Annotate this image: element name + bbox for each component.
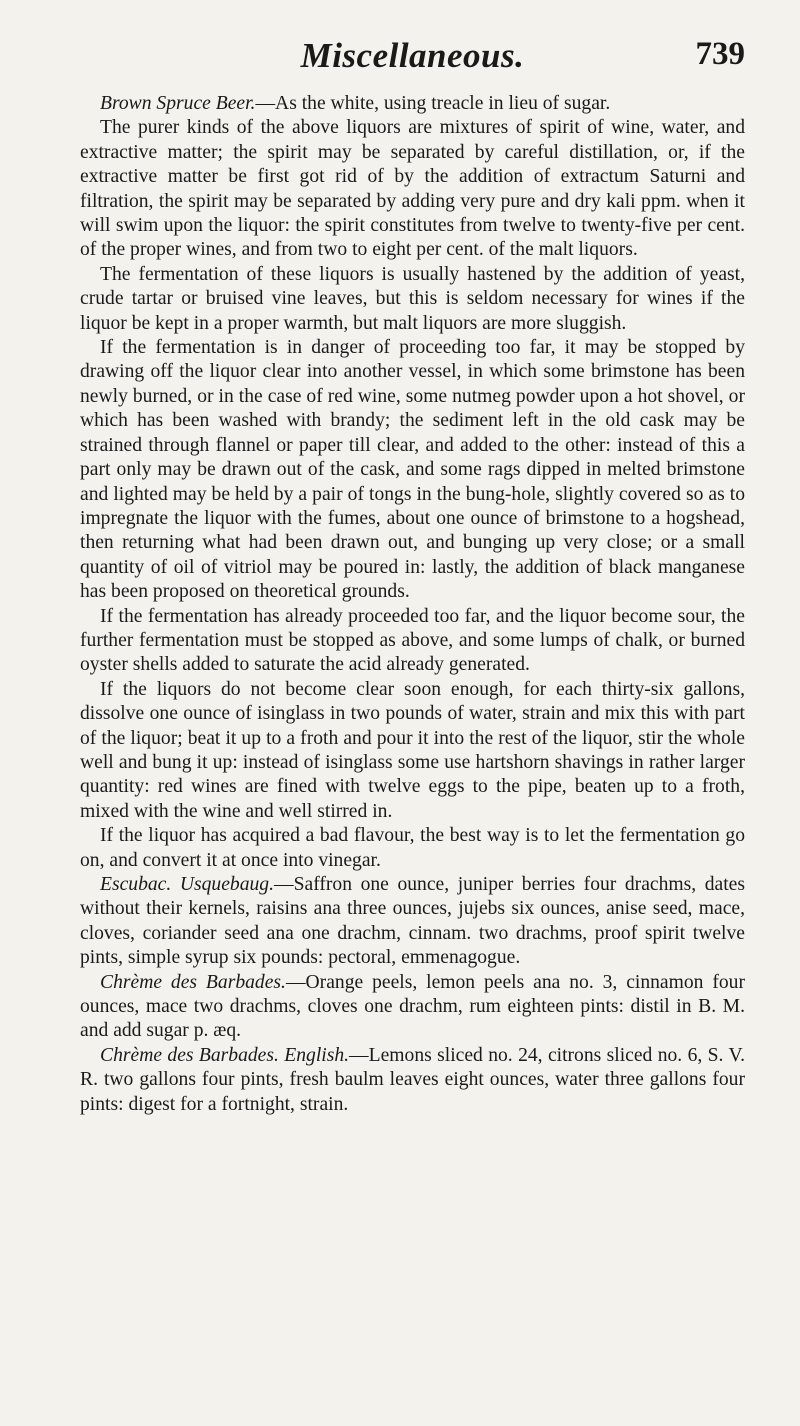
paragraph-text: If the fermentation has already proceeded too far, and the liquor become sour, the further fermentation must be stopped as above, and some lumps of chalk, or burned oyster shells added to saturate the acid already generated. [80, 605, 745, 676]
paragraph-text: —Orange peels, lemon peels ana no. 3, cinnamon four ounces, mace two drachms, cloves one drachm, rum eighteen pints: distil in B. M. and add sugar p. æq. [80, 971, 745, 1042]
paragraph-brown-spruce-beer [80, 92, 745, 116]
entry-heading: Chrème des Barbades. [100, 971, 286, 993]
body-text [80, 92, 745, 1117]
paragraph-fining [80, 678, 745, 824]
entry-heading: Brown Spruce Beer. [100, 93, 256, 114]
running-head-title: Miscellaneous. [300, 36, 525, 75]
paragraph-text: —As the white, using treacle in lieu of sugar. [255, 93, 611, 114]
page-number: 739 [695, 36, 745, 72]
paragraph-text: If the liquors do not become clear soon enough, for each thirty-six gallons, dissolve one ounce of isinglass in two pounds of water, strain and mix this with part of the liquor; beat it up to a froth and pour it into the rest of the liquor, stir the whole well and bung it up: instead of isinglass some use hartshorn shavings in rather larger quantity: red wines are fined with twelve eggs to the pipe, beaten up to a froth, mixed with the wine and well stirred in. [80, 678, 745, 822]
paragraph-chreme-des-barbades-english [80, 1044, 745, 1117]
paragraph-chreme-des-barbades [80, 971, 745, 1044]
paragraph-liquor-sour [80, 605, 745, 678]
entry-heading: Escubac. Usquebaug. [100, 874, 275, 895]
entry-heading: Chrème des Barbades. English. [100, 1044, 350, 1066]
running-head [80, 0, 745, 92]
paragraph-text: The fermentation of these liquors is usually hastened by the addition of yeast, crude tartar or bruised vine leaves, but this is seldom necessary for wines if the liquor be kept in a proper warmth, but malt liquors are more sluggish. [80, 263, 745, 334]
paragraph-text: —Lemons sliced no. 24, citrons sliced no. 6, S. V. R. two gallons four pints, fresh baulm leaves eight ounces, water three gallons four pints: digest for a fortnight, strain. [80, 1044, 745, 1115]
paragraph-text: If the liquor has acquired a bad flavour, the best way is to let the fermentation go on, and convert it at once into vinegar. [80, 825, 745, 871]
paragraph-bad-flavour [80, 824, 745, 873]
paragraph-fermentation-hastened [80, 263, 745, 336]
paragraph-text: If the fermentation is in danger of proceeding too far, it may be stopped by drawing off the liquor clear into another vessel, in which some brimstone has been newly burned, or in the case of red wine, some nutmeg powder upon a hot shovel, or which has been washed with brandy; the sediment left in the old cask may be strained through flannel or paper till clear, and added to the other: instead of this a part only may be drawn out of the cask, and some rags dipped in melted brimstone and lighted may be held by a pair of tongs in the bung-hole, slightly covered so as to impregnate the liquor with the fumes, about one ounce of brimstone to a hogshead, then returning what had been drawn out, and bunging up very close; or a small quantity of oil of vitriol may be poured in: lastly, the addition of black manganese has been proposed on theoretical grounds. [80, 337, 745, 603]
paragraph-fermentation-stopped [80, 336, 745, 604]
paragraph-text: —Saffron one ounce, juniper berries four drachms, dates without their kernels, raisins ana three ounces, jujebs six ounces, anise seed, mace, cloves, coriander seed ana one drachm, cinnam. two drachms, proof spirit twelve pints, simple syrup six pounds: pectoral, emmenagogue. [80, 874, 745, 969]
paragraph-escubac [80, 873, 745, 971]
paragraph-purer-kinds [80, 116, 745, 262]
paragraph-text: The purer kinds of the above liquors are mixtures of spirit of wine, water, and extractive matter; the spirit may be separated by careful distillation, or, if the extractive matter be first got rid of by the addition of extractum Saturni and filtration, the spirit may be separated by adding very pure and dry kali ppm. when it will swim upon the liquor: the spirit constitutes from twelve to twenty-five per cent. of the proper wines, and from two to eight per cent. of the malt liquors. [80, 117, 745, 261]
